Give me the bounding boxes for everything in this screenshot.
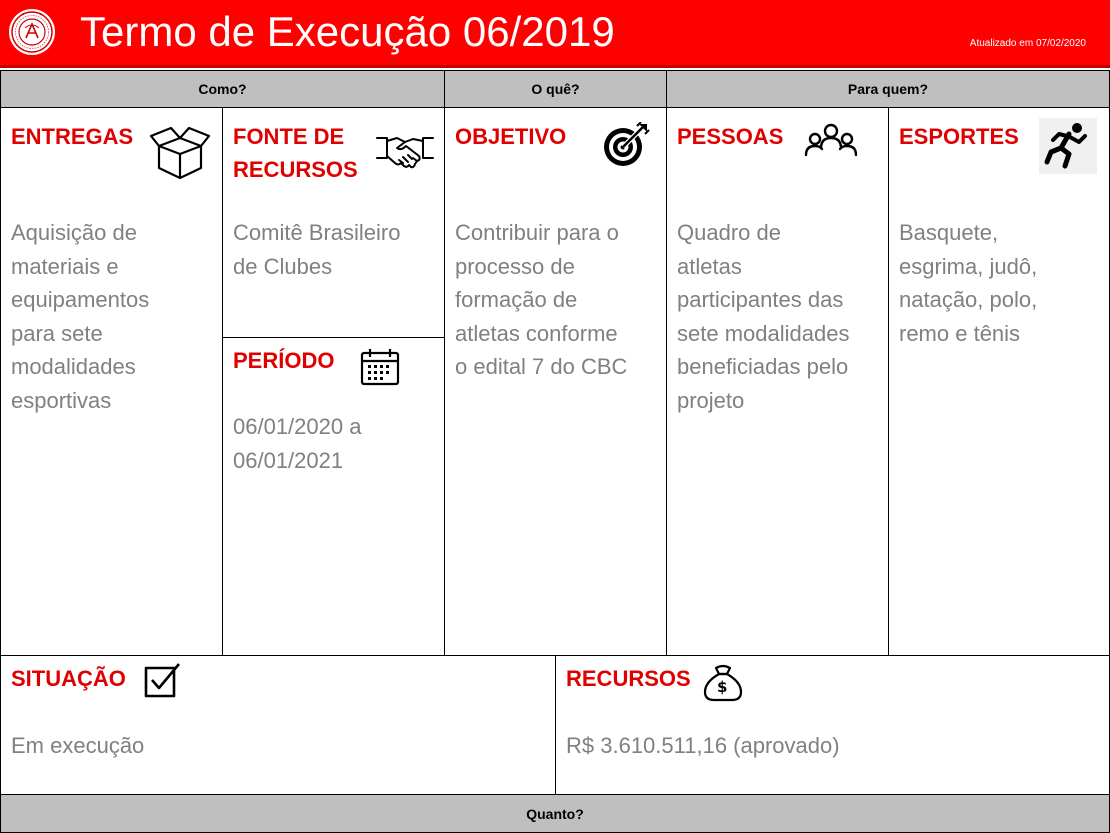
recursos-heading: RECURSOS: [566, 666, 691, 691]
esportes-line: natação, polo,: [899, 287, 1038, 312]
fonte-heading-line: FONTE DE: [233, 124, 345, 149]
band-o-que: [444, 70, 667, 108]
objetivo-cell: [444, 107, 667, 656]
pessoas-line: sete modalidades: [677, 320, 850, 346]
periodo-heading: PERÍODO: [233, 348, 335, 373]
band-para-quem: [666, 70, 1110, 108]
objetivo-line: o edital 7 do CBC: [455, 354, 628, 379]
situacao-heading: SITUAÇÃO: [11, 666, 126, 691]
checkbox-icon: [144, 662, 182, 698]
band-quanto: [0, 794, 1110, 833]
entregas-line: para sete: [11, 320, 103, 346]
esportes-line: esgrima, judô,: [899, 253, 1038, 279]
entregas-cell: [0, 107, 223, 656]
situacao-cell: [0, 655, 556, 795]
pessoas-line: projeto: [677, 387, 745, 413]
athlete-icon: [1039, 118, 1097, 174]
page-title: Termo de Execução 06/2019: [80, 8, 615, 55]
entregas-line: equipamentos: [11, 287, 150, 312]
esportes-text: [899, 216, 1037, 350]
objetivo-heading: OBJETIVO: [455, 124, 567, 149]
pessoas-cell: [666, 107, 889, 656]
canvas-board: [0, 68, 1110, 833]
money-bag-icon: $: [702, 664, 744, 702]
band-como: [0, 70, 445, 108]
fonte-text: [233, 216, 401, 283]
entregas-heading: ENTREGAS: [11, 124, 134, 149]
periodo-cell: [222, 337, 445, 656]
objetivo-line: Contribuir para o: [455, 220, 619, 245]
band-quanto-label: Quanto?: [526, 805, 584, 822]
entregas-line: Aquisição de: [11, 220, 137, 245]
pessoas-heading: PESSOAS: [677, 124, 784, 149]
entregas-line: esportivas: [11, 387, 112, 413]
objetivo-line: atletas conforme: [455, 320, 618, 346]
band-para-quem-label: Para quem?: [847, 81, 929, 97]
fonte-heading-line: RECURSOS: [233, 157, 358, 182]
fonte-line: de Clubes: [233, 253, 333, 279]
pessoas-text: [677, 216, 849, 417]
objetivo-text: [455, 216, 627, 384]
entregas-line: materiais e: [11, 253, 119, 279]
recursos-cell: [555, 655, 1110, 795]
pessoas-line: atletas: [677, 253, 742, 279]
club-seal-icon: [8, 8, 56, 56]
pessoas-line: Quadro de: [677, 220, 781, 245]
situacao-value: Em execução: [11, 733, 145, 758]
band-o-que-label: O quê?: [531, 81, 580, 97]
calendar-icon: [360, 348, 400, 386]
esportes-line: remo e tênis: [899, 320, 1021, 346]
objetivo-line: processo de: [455, 253, 575, 279]
entregas-line: modalidades: [11, 354, 136, 379]
objetivo-line: formação de: [455, 287, 578, 312]
esportes-heading: ESPORTES: [899, 124, 1019, 149]
fonte-heading: [233, 120, 358, 186]
periodo-line: 06/01/2020 a: [233, 414, 362, 439]
updated-date: Atualizado em 07/02/2020: [969, 38, 1086, 49]
box-icon: [149, 124, 211, 182]
fonte-line: Comitê Brasileiro: [233, 220, 401, 245]
pessoas-line: beneficiadas pelo: [677, 354, 849, 379]
pessoas-line: participantes das: [677, 287, 844, 312]
esportes-line: Basquete,: [899, 220, 999, 245]
periodo-text: [233, 410, 361, 477]
fonte-cell: [222, 107, 445, 338]
band-como-label: Como?: [198, 81, 247, 97]
entregas-text: [11, 216, 149, 417]
recursos-value: R$ 3.610.511,16 (aprovado): [566, 733, 840, 758]
people-icon: [803, 122, 859, 158]
header-bar: [0, 0, 1110, 65]
handshake-icon: [375, 132, 435, 172]
target-icon: [601, 122, 651, 168]
esportes-cell: [888, 107, 1110, 656]
periodo-line: 06/01/2021: [233, 447, 344, 473]
